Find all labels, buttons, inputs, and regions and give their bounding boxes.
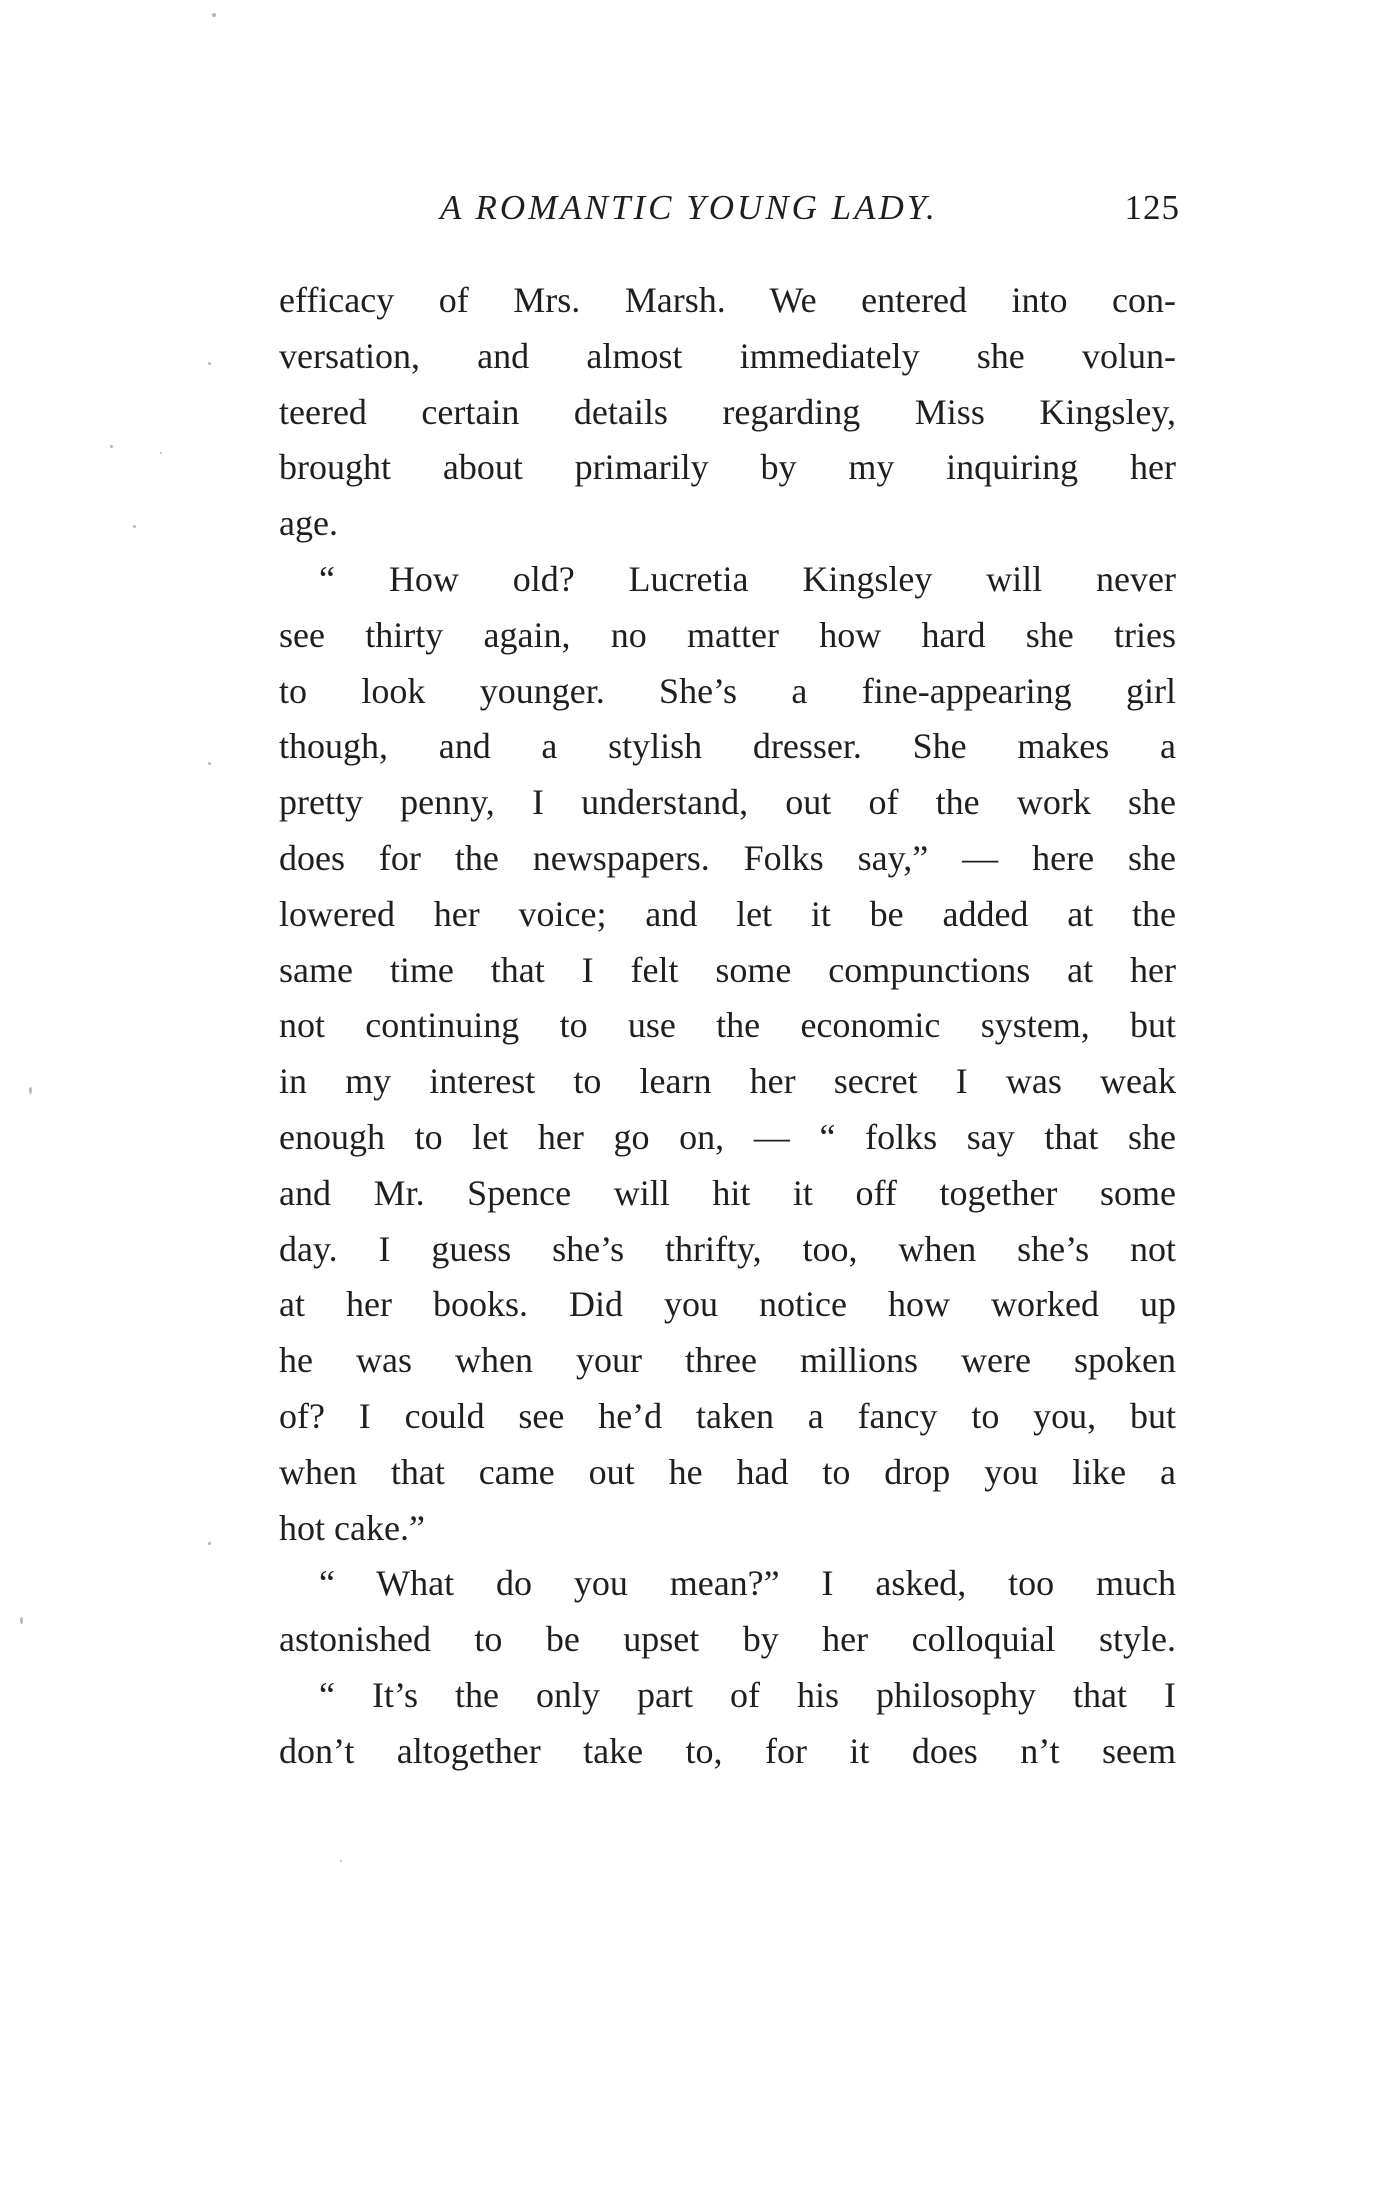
text-line: day. I guess she’s thrifty, too, when she’s not [279, 1228, 1176, 1269]
text-line: and Mr. Spence will hit it off together some [279, 1172, 1176, 1213]
text-line: brought about primarily by my inquiring her [279, 447, 1176, 488]
text-line: does for the newspapers. Folks say,” — here she [279, 837, 1176, 878]
text-line: to look younger. She’s a fine-appearing girl [279, 670, 1176, 711]
running-title: A ROMANTIC YOUNG LADY. [440, 188, 938, 227]
text-line: “ How old? Lucretia Kingsley will never [319, 558, 1176, 599]
text-line: “ It’s the only part of his philosophy that I [319, 1674, 1176, 1715]
text-line: versation, and almost immediately she volun- [279, 335, 1176, 376]
text-line: see thirty again, no matter how hard she tries [279, 614, 1176, 655]
paper-speck [208, 1542, 211, 1545]
paper-speck [160, 452, 162, 454]
paper-speck [20, 1617, 23, 1624]
text-line: don’t altogether take to, for it does n’t seem [279, 1730, 1176, 1771]
text-line: in my interest to learn her secret I was weak [279, 1061, 1176, 1102]
text-line: though, and a stylish dresser. She makes a [279, 726, 1176, 767]
text-line: same time that I felt some compunctions at her [279, 949, 1176, 990]
paper-speck [29, 1087, 32, 1094]
text-line: astonished to be upset by her colloquial style. [279, 1619, 1176, 1660]
paper-speck [208, 362, 211, 365]
paper-speck [340, 1860, 342, 1862]
text-line: lowered her voice; and let it be added at the [279, 893, 1176, 934]
text-line: age. [279, 503, 338, 544]
text-line: teered certain details regarding Miss Kingsley, [279, 391, 1176, 432]
text-line: he was when your three millions were spoken [279, 1340, 1176, 1381]
page-number: 125 [1124, 188, 1180, 227]
text-line: of? I could see he’d taken a fancy to you, but [279, 1395, 1176, 1436]
paper-speck [133, 525, 136, 528]
text-line: efficacy of Mrs. Marsh. We entered into con- [279, 280, 1176, 320]
body-text [279, 273, 1176, 1780]
text-line: “ What do you mean?” I asked, too much [319, 1563, 1176, 1604]
running-head [440, 183, 1180, 233]
text-line: not continuing to use the economic system, but [279, 1005, 1176, 1046]
text-line: pretty penny, I understand, out of the work she [279, 782, 1176, 823]
paper-speck [212, 13, 216, 17]
text-line: at her books. Did you notice how worked up [279, 1284, 1176, 1325]
text-line: when that came out he had to drop you like a [279, 1451, 1176, 1492]
text-line: hot cake.” [279, 1507, 425, 1548]
paper-speck [110, 445, 113, 448]
text-line: enough to let her go on, — “ folks say that she [279, 1116, 1176, 1157]
paper-speck [208, 762, 211, 765]
